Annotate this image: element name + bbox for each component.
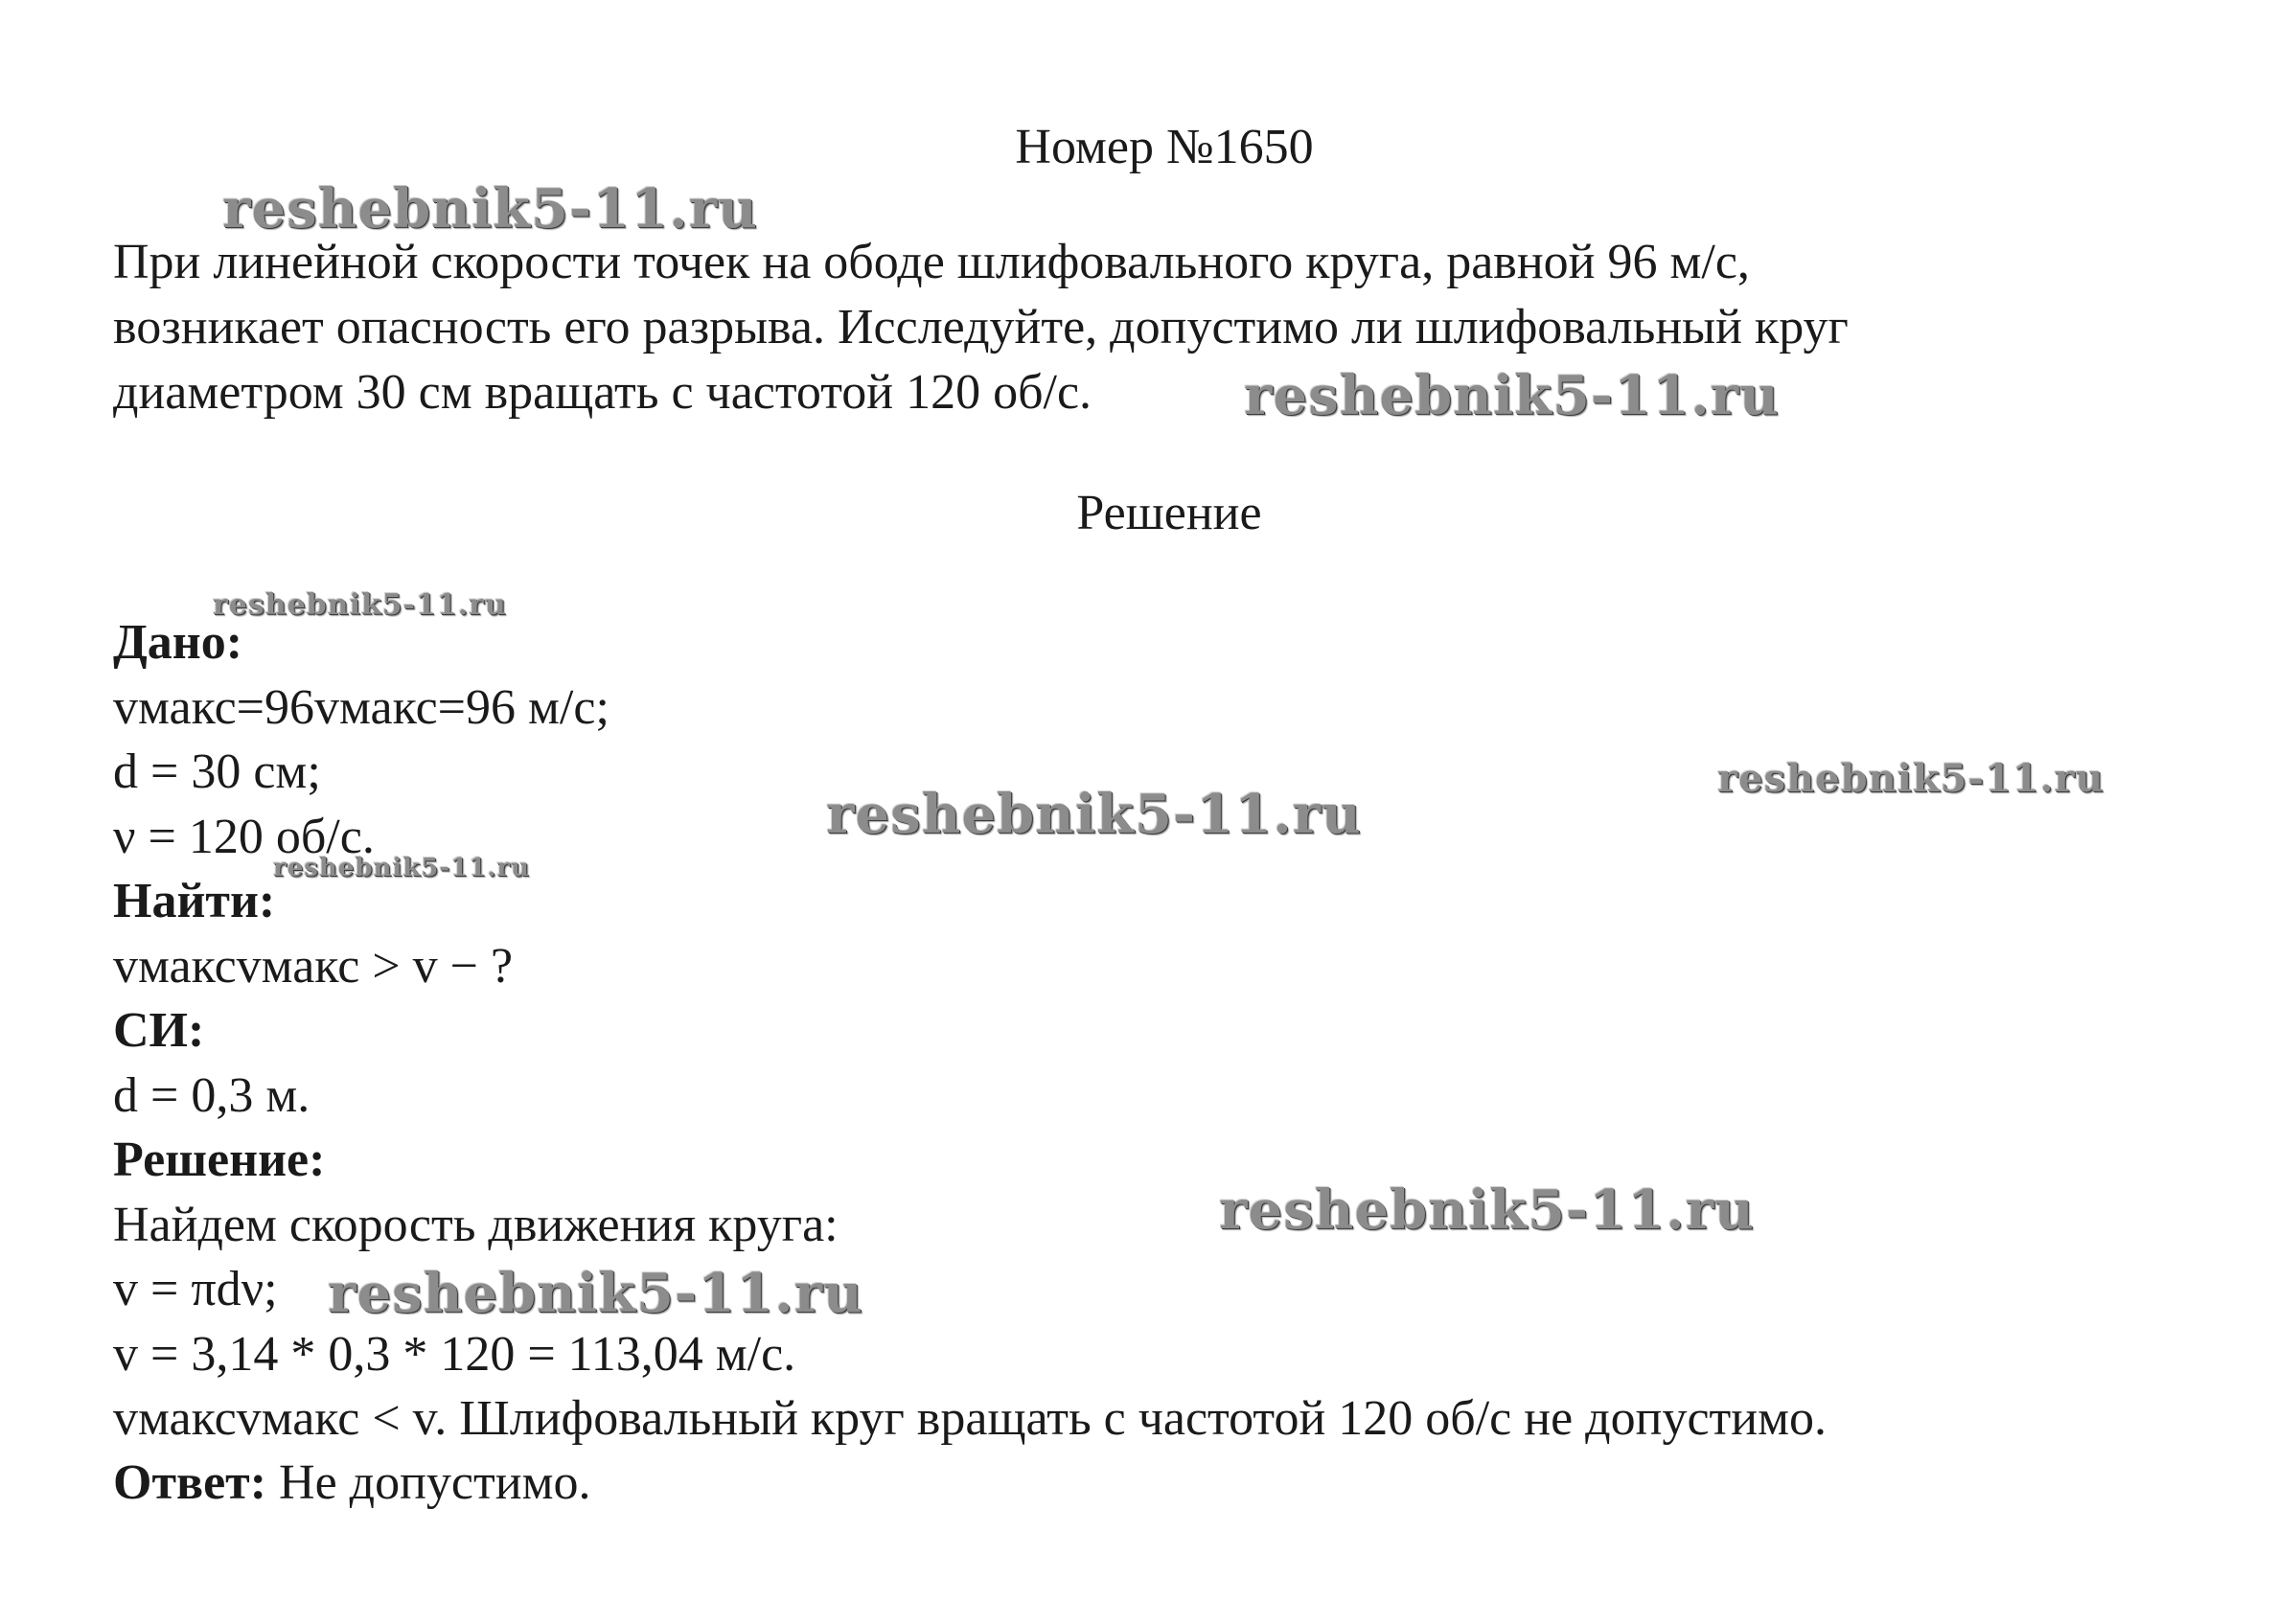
problem-line-2: возникает опасность его разрыва. Исследуйте, допустимо ли шлифовальный круг [113, 300, 1849, 355]
watermark: reshebnik5-11.ru [328, 1262, 863, 1325]
si-label: СИ: [113, 1003, 205, 1058]
given-line-1: vмакс=96vмакс=96 м/с; [113, 680, 609, 735]
watermark: reshebnik5-11.ru [273, 854, 531, 882]
watermark: reshebnik5-11.ru [1244, 364, 1780, 427]
problem-line-1: При линейной скорости точек на ободе шлифовального круга, равной 96 м/с, [113, 235, 1750, 289]
solution-label: Решение: [113, 1132, 326, 1187]
find-line: vмаксvмакс > v − ? [113, 939, 514, 994]
answer-label: Ответ: [113, 1455, 267, 1510]
given-line-3: ν = 120 об/с. [113, 810, 375, 864]
solution-heading: Решение [1076, 486, 1262, 540]
given-line-2: d = 30 см; [113, 744, 321, 799]
page-title: Номер №1650 [1015, 120, 1314, 174]
solution-line-4: vмаксvмакс < v. Шлифовальный круг вращать с частотой 120 об/с не допустимо. [113, 1391, 1827, 1446]
solution-line-2: v = πdν; [113, 1262, 278, 1316]
answer-line [113, 1455, 591, 1510]
solution-line-1: Найдем скорость движения круга: [113, 1198, 839, 1252]
watermark: reshebnik5-11.ru [222, 177, 758, 240]
find-label: Найти: [113, 874, 276, 928]
solution-line-3: v = 3,14 * 0,3 * 120 = 113,04 м/с. [113, 1327, 796, 1382]
si-line: d = 0,3 м. [113, 1068, 310, 1123]
problem-line-3: диаметром 30 см вращать с частотой 120 об/с. [113, 365, 1092, 420]
given-label: Дано: [113, 615, 243, 670]
answer-text: Не допустимо. [266, 1455, 591, 1510]
watermark: reshebnik5-11.ru [213, 588, 507, 622]
watermark: reshebnik5-11.ru [826, 783, 1362, 846]
watermark: reshebnik5-11.ru [1717, 756, 2104, 801]
watermark: reshebnik5-11.ru [1219, 1178, 1755, 1242]
